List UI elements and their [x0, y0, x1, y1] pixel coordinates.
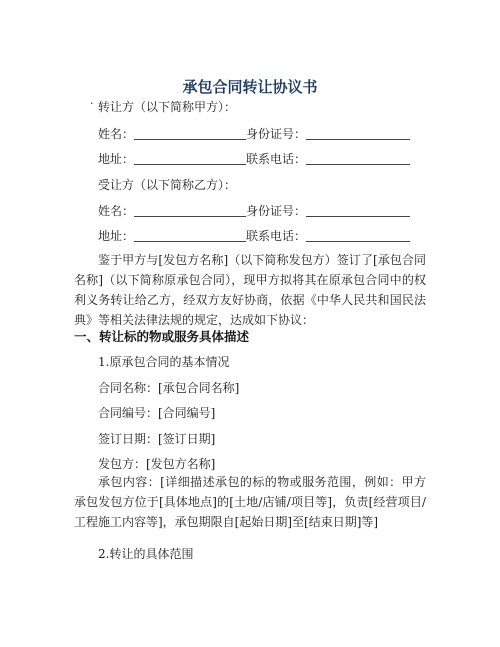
- transferee-name-blank: [134, 204, 246, 217]
- name-label: 姓名：: [98, 204, 135, 218]
- address-label: 地址：: [98, 229, 135, 243]
- transferor-phone-blank: [306, 152, 410, 165]
- document-title: 承包合同转让协议书: [182, 78, 318, 96]
- transferee-id-blank: [306, 204, 410, 217]
- transferor-address-row: [98, 151, 410, 167]
- transferor-name-row: [98, 126, 410, 142]
- transferee-phone-blank: [306, 229, 410, 242]
- phone-label: 联系电话：: [246, 229, 307, 243]
- transferor-id-blank: [306, 127, 410, 140]
- bullet-mark: ·: [90, 97, 94, 110]
- transferee-heading: 受让方（以下简称乙方）：: [98, 178, 237, 192]
- subsection-1-2: 2.转让的具体范围: [98, 547, 194, 561]
- subsection-1-1: 1.原承包合同的基本情况: [98, 355, 230, 369]
- name-label: 姓名：: [98, 127, 135, 141]
- address-label: 地址：: [98, 152, 135, 166]
- id-label: 身份证号：: [246, 127, 307, 141]
- contract-name-line: 合同名称：[承包合同名称]: [98, 381, 240, 395]
- intro-paragraph: 鉴于甲方与[发包方名称]（以下简称发包方）签订了[承包合同名称]（以下简称原承包合同），现甲方拟将其在原承包合同中的权利义务转让给乙方，经双方友好协商，依据《中华人民共和国民法典》等相关法律法规的规定，达成如下协议：: [74, 253, 426, 327]
- transferor-heading: 转让方（以下简称甲方）：: [98, 100, 237, 114]
- transferor-address-blank: [134, 152, 246, 165]
- sign-date-line: 签订日期：[签订日期]: [98, 432, 216, 446]
- contract-number-line: 合同编号：[合同编号]: [98, 406, 216, 420]
- phone-label: 联系电话：: [246, 152, 307, 166]
- employer-line: 发包方：[发包方名称]: [98, 457, 216, 471]
- transferor-name-blank: [134, 127, 246, 140]
- id-label: 身份证号：: [246, 204, 307, 218]
- transferee-address-row: [98, 228, 410, 244]
- section-1-heading: 一、转让标的物或服务具体描述: [74, 329, 250, 344]
- transferee-name-row: [98, 203, 410, 219]
- transferee-address-blank: [134, 229, 246, 242]
- contract-content-paragraph: 承包内容：[详细描述承包的标的物或服务范围，例如：甲方承包发包方位于[具体地点]的[土地/店铺/项目等]，负责[经营项目/工程施工内容等]，承包期限自[起始日期]至[结束日期]等]: [74, 475, 426, 529]
